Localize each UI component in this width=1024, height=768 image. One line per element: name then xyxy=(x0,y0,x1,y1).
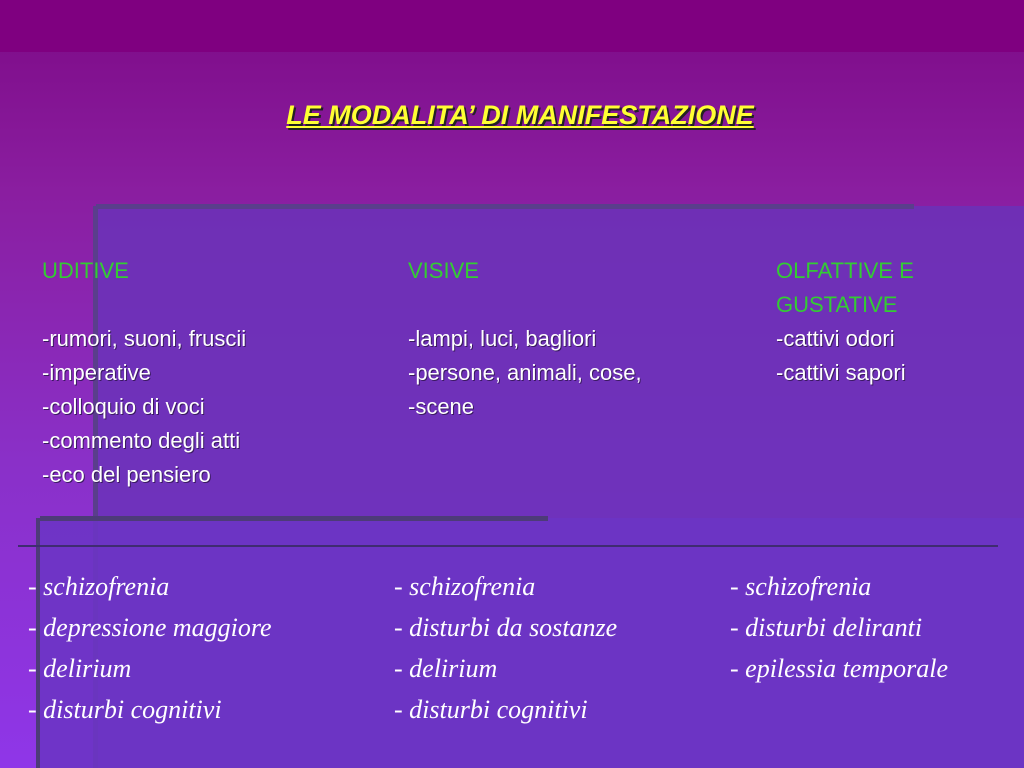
symptom-list xyxy=(42,322,382,492)
list-item: - delirium xyxy=(394,654,498,683)
list-item: - depressione maggiore xyxy=(28,613,272,642)
slide-title: LE MODALITA’ DI MANIFESTAZIONE xyxy=(286,100,754,130)
list-item: - delirium xyxy=(28,654,132,683)
list-item: - disturbi cognitivi xyxy=(28,695,222,724)
disorders-visive xyxy=(394,566,617,730)
section-divider xyxy=(18,545,998,547)
panel-top-border xyxy=(96,204,914,209)
list-item: - disturbi cognitivi xyxy=(394,695,588,724)
lower-panel-top-border xyxy=(40,516,548,521)
list-item: -commento degli atti xyxy=(42,428,241,453)
column-visive xyxy=(408,254,748,424)
list-item: - epilessia temporale xyxy=(730,654,949,683)
list-item: - schizofrenia xyxy=(28,572,170,601)
list-item: - schizofrenia xyxy=(730,572,872,601)
list-item: - disturbi deliranti xyxy=(730,613,923,642)
list-item: -imperative xyxy=(42,360,151,385)
list-item: - schizofrenia xyxy=(394,572,536,601)
column-heading: VISIVE xyxy=(408,258,479,283)
list-item: -eco del pensiero xyxy=(42,462,211,487)
column-uditive xyxy=(42,254,382,492)
list-item: -lampi, luci, bagliori xyxy=(408,326,597,351)
list-item: - disturbi da sostanze xyxy=(394,613,618,642)
symptom-list xyxy=(776,322,1016,390)
disorders-uditive xyxy=(28,566,272,730)
symptom-list xyxy=(408,322,748,424)
list-item: -scene xyxy=(408,394,475,419)
list-item: -cattivi sapori xyxy=(776,360,906,385)
list-item: -persone, animali, cose, xyxy=(408,360,642,385)
list-item: -colloquio di voci xyxy=(42,394,205,419)
column-olfattive-gustative xyxy=(776,254,1016,390)
column-heading: OLFATTIVE E GUSTATIVE xyxy=(776,258,914,317)
list-item: -cattivi odori xyxy=(776,326,895,351)
disorders-olfattive xyxy=(730,566,948,689)
top-band xyxy=(0,0,1024,52)
list-item: -rumori, suoni, fruscii xyxy=(42,326,247,351)
column-heading: UDITIVE xyxy=(42,258,129,283)
